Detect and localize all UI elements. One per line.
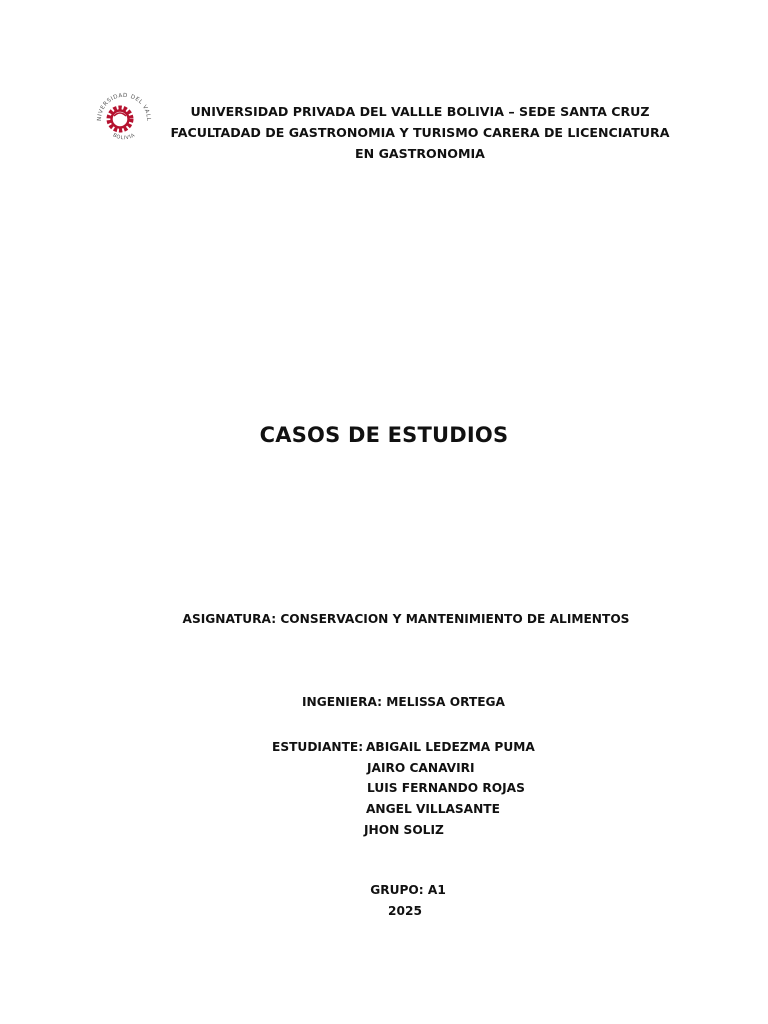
- institution-header: [150, 101, 690, 164]
- header-line-university: UNIVERSIDAD PRIVADA DEL VALLLE BOLIVIA – SEDE SANTA CRUZ: [190, 104, 650, 119]
- student-name: ABIGAIL LEDEZMA PUMA: [366, 740, 535, 754]
- group-line: GRUPO: A1: [370, 883, 446, 897]
- logo-ring-text-top-path: NIVERSIDAD DEL VALL: [96, 92, 152, 122]
- students-label: ESTUDIANTE:: [272, 740, 364, 754]
- gear-icon: [109, 108, 131, 130]
- students-list: [366, 737, 535, 841]
- logo-ring-text-bottom-path: BOLIVIA: [111, 132, 137, 142]
- university-logo: [92, 88, 156, 152]
- logo-ring-text-bottom: [112, 132, 137, 141]
- header-line-faculty: FACULTADAD DE GASTRONOMIA Y TURISMO CARERA DE LICENCIATURA: [170, 125, 670, 140]
- student-name: LUIS FERNANDO ROJAS: [367, 781, 525, 796]
- student-name: JAIRO CANAVIRI: [367, 760, 475, 775]
- student-name: ANGEL VILLASANTE: [366, 802, 500, 817]
- group-block: [368, 880, 448, 922]
- header-line-program: EN GASTRONOMIA: [355, 146, 485, 161]
- students-block: [272, 737, 535, 837]
- student-name: JHON SOLIZ: [364, 822, 444, 837]
- document-title: CASOS DE ESTUDIOS: [259, 423, 509, 447]
- engineer-line: INGENIERA: MELISSA ORTEGA: [302, 695, 505, 709]
- year-line: 2025: [388, 904, 422, 918]
- subject-line: ASIGNATURA: CONSERVACION Y MANTENIMIENTO DE ALIMENTOS: [182, 612, 630, 626]
- university-seal-icon: [92, 88, 156, 152]
